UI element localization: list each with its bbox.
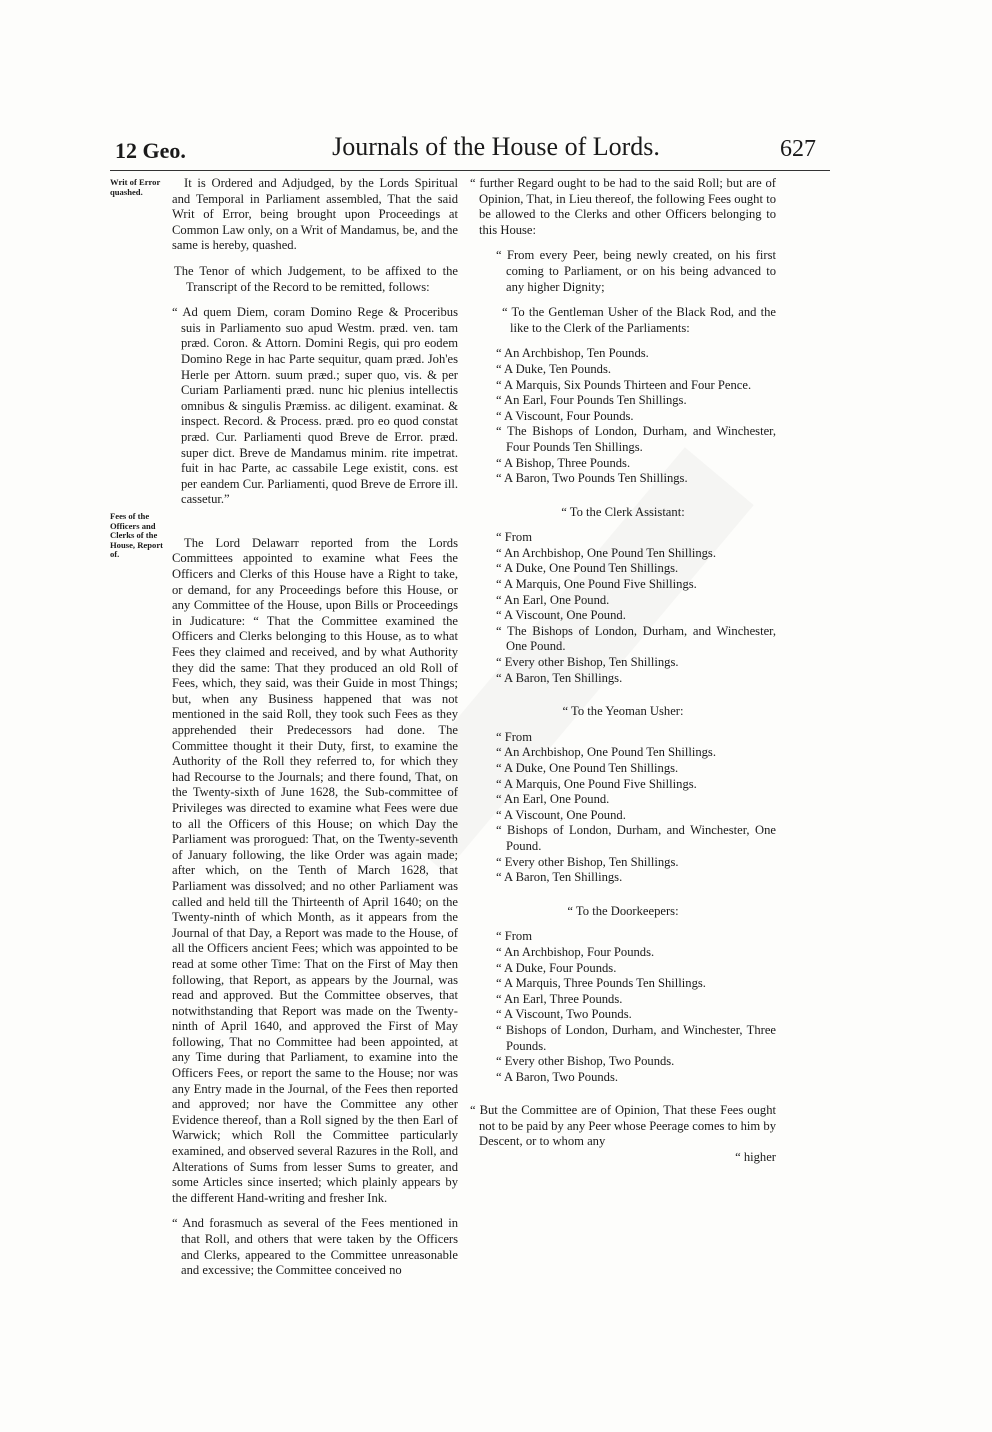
paragraph-closing: “ But the Committee are of Opinion, That these Fees ought not to be paid by any Peer whose Peerage comes to him by Descent, or to whom any xyxy=(470,1103,776,1149)
list-item: “ An Earl, Four Pounds Ten Shillings. xyxy=(496,393,687,408)
paragraph-peer: “ From every Peer, being newly created, on his first coming to Parliament, or on his being advanced to any higher Dignity; xyxy=(496,248,776,294)
list-item: “ A Viscount, One Pound. xyxy=(496,608,626,623)
list-item: “ Every other Bishop, Ten Shillings. xyxy=(496,854,679,869)
list-item: “ A Marquis, Three Pounds Ten Shillings. xyxy=(496,976,706,991)
heading-clerk-assistant: “ To the Clerk Assistant: xyxy=(561,504,685,519)
list-doorkeepers xyxy=(470,929,776,1085)
heading-gentleman-usher: “ To the Gentleman Usher of the Black Rod, and the like to the Clerk of the Parliaments: xyxy=(502,305,776,335)
list-item: “ An Archbishop, Four Pounds. xyxy=(496,944,655,959)
list-item: “ A Marquis, One Pound Five Shillings. xyxy=(496,776,697,791)
list-item: “ The Bishops of London, Durham, and Winchester, One Pound. xyxy=(496,623,776,654)
page-header-left: 12 Geo. xyxy=(115,138,186,163)
list-item: “ Bishops of London, Durham, and Winchester, One Pound. xyxy=(496,823,776,853)
margin-note-fees: Fees of the Officers and Clerks of the House, Report of. xyxy=(110,511,163,560)
list-item: “ A Viscount, Four Pounds. xyxy=(496,408,634,423)
list-item: “ A Duke, One Pound Ten Shillings. xyxy=(496,761,679,775)
list-item: “ A Duke, Ten Pounds. xyxy=(496,361,612,376)
heading-yeoman-usher: “ To the Yeoman Usher: xyxy=(562,704,684,719)
list-item: “ From xyxy=(496,729,533,744)
list-item: “ An Archbishop, One Pound Ten Shillings. xyxy=(496,745,716,760)
list-item: “ A Baron, Two Pounds. xyxy=(496,1069,619,1084)
list-item: “ A Marquis, Six Pounds Thirteen and Four Pence. xyxy=(496,377,752,392)
list-item: “ A Marquis, One Pound Five Shillings. xyxy=(496,577,697,592)
list-item: “ Every other Bishop, Two Pounds. xyxy=(496,1054,675,1069)
right-column xyxy=(470,176,776,1166)
margin-note-writ: Writ of Error quashed. xyxy=(110,177,161,197)
paragraph-forasmuch: “ And forasmuch as several of the Fees mentioned in that Roll, and others that were taken by the Officers and Clerks, appeared to the Committee unreasonable and excessive; the Committee conceived no xyxy=(172,1216,458,1278)
list-item: “ A Viscount, Two Pounds. xyxy=(496,1007,632,1022)
left-column xyxy=(172,176,458,1279)
list-clerk-assistant xyxy=(470,530,776,686)
list-item: “ A Baron, Two Pounds Ten Shillings. xyxy=(496,471,688,486)
catchword: “ higher xyxy=(735,1150,776,1165)
header-rule xyxy=(110,170,830,171)
list-item: “ From xyxy=(496,929,533,944)
heading-doorkeepers: “ To the Doorkeepers: xyxy=(567,903,679,918)
list-yeoman-usher xyxy=(470,730,776,886)
list-item: “ From xyxy=(496,530,533,545)
list-item: “ An Earl, Three Pounds. xyxy=(496,991,623,1006)
paragraph-report: The Lord Delawarr reported from the Lords Committees appointed to examine what Fees the Officers and Clerks of this House have a Right to take, or demand, for any Proceedings before this House, or any Committee of the House, upon Bills or Proceedings in Judicature: “ That the Committee examined the Officers and Clerks belonging to this House, as to what Fees they claimed and received, and by what Authority they did the same: That they produced an old Roll of Fees, which, they said, was their Guide in most Things; but, when any Business happened that was not mentioned in the said Roll, they took such Fees as they apprehended their Predecessors had done. The Committee thought it their Duty, first, to examine the Authority of the Roll they referred to, for which they had Recourse to the Journals; and there found, That, on the Twenty-sixth of June 1628, the Sub-committee of Privileges was directed to examine what Fees were due to all the Officers of this House; on which Day the Parliament was prorogued: That, on the Twenty-seventh of January following, the like Order was again made; after which, on the Tenth of March 1628, that Parliament was dissolved; and no other Parliament was called and held till the Thirteenth of April 1640; on the Twenty-ninth of which Month, as it appears from the Journal of that Day, a Report was made to the House, of all the Officers ancient Fees; which was appointed to be read at some other Time: That on the First of May then following, that Report, as appears by the Journal, was read and approved. But the Committee observes, that notwithstanding that Report was made on the Twenty-ninth of April 1640, and approved the First of May following, That no Committee had been appointed, at any Time during that Parliament, to examine into the Officers Fees, or report the same to the House; nor was any Entry made in the Journal, of the Fees then reported and approved; nor have the Committee any other Evidence thereof, than a Roll signed by the then Earl of Warwick; which Roll the Committee particularly examined, and observed several Razures in the Roll, and Alterations of Sums from lesser Sums to greater, and some Articles since inserted; which plainly appears by the different Hand-writing and fresher Ink. xyxy=(172,535,458,1205)
list-item: “ An Earl, One Pound. xyxy=(496,592,610,607)
list-item: “ A Bishop, Three Pounds. xyxy=(496,455,631,470)
list-gentleman-usher xyxy=(470,346,776,486)
paragraph-order: It is Ordered and Adjudged, by the Lords Spiritual and Temporal in Parliament assembled, That the said Writ of Error, being brought upon Proceedings at Common Law only, on a Writ of Mandamus, be, and the same is hereby, quashed. xyxy=(172,176,458,253)
list-item: “ A Viscount, One Pound. xyxy=(496,807,626,822)
paragraph-tenor: The Tenor of which Judgement, to be affixed to the Transcript of the Record to be remitted, follows: xyxy=(174,263,458,294)
list-item: “ The Bishops of London, Durham, and Winchester, Four Pounds Ten Shillings. xyxy=(496,424,776,454)
list-item: “ A Duke, Four Pounds. xyxy=(496,960,617,975)
list-item: “ An Archbishop, Ten Pounds. xyxy=(496,346,649,361)
paragraph-latin: “ Ad quem Diem, coram Domino Rege & Proceribus suis in Parliamento suo apud Westm. præd. ven. tam præd. Coron. & Attorn. Domini Regis, qui pro eodem Domino Rege in hac Parte sequitur, quam præd. Joh'es Herle per Attorn. suum præd.; super quo, vis. & per Curiam Parliamenti præd. nunc hic plenius intellectis omnibus & singulis Præmiss. ac diligent. examinat. & inspect. Record. & Process. præd. pro eo quod constat præd. Cur. Parliamenti quod Breve de Error. præd. super dict. Breve de Mandamus minim. rite impetrat. fuit in hac Parte, ac cassabile Lege existit, cons. est per eandem Cur. Parliamenti, quod Breve de Errore ill. cassetur.” xyxy=(172,305,458,507)
paragraph-further: “ further Regard ought to be had to the said Roll; but are of Opinion, That, in Lieu thereof, the following Fees ought to be allowed to the Clerks and other Officers belonging to this House: xyxy=(470,176,776,237)
list-item: “ Every other Bishop, Ten Shillings. xyxy=(496,655,679,670)
list-item: “ An Archbishop, One Pound Ten Shillings. xyxy=(496,545,716,560)
list-item: “ Bishops of London, Durham, and Winchester, Three Pounds. xyxy=(496,1022,776,1053)
page-number: 627 xyxy=(780,136,816,162)
list-item: “ An Earl, One Pound. xyxy=(496,792,610,807)
list-item: “ A Baron, Ten Shillings. xyxy=(496,870,623,885)
list-item: “ A Duke, One Pound Ten Shillings. xyxy=(496,561,679,576)
page-title: Journals of the House of Lords. xyxy=(332,132,660,161)
list-item: “ A Baron, Ten Shillings. xyxy=(496,670,623,685)
